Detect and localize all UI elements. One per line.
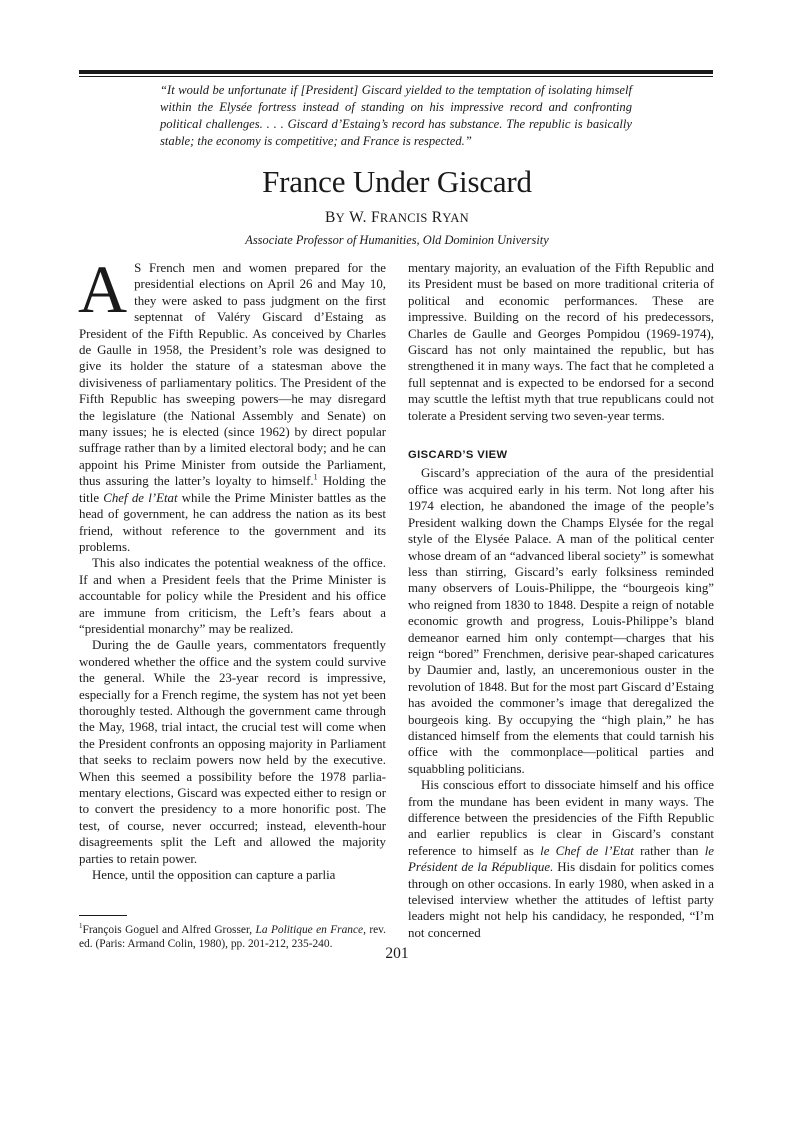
paragraph-text: rather than — [633, 843, 705, 858]
paragraph: During the de Gaulle years, commentators frequently wondered whether the office and the system could survive the general. While the 23-year record is impressive, especially for a French regime, the system has not yet been thoroughly tested. Although the government came through the May, 1968, trial intact, the crucial test will come when the President confronts an opposing majority in Parliament that seeks to reclaim powers now held by the executive. When this seemed a possibility before the 1978 parliamentary elections, Giscard was expected either to resign or to convert the presidency to a more honorific post. The test, of course, never occurred; instead, eleventh-hour disagreements split the Left and allowed the majority parties to retain power. — [79, 638, 386, 866]
drop-cap: A — [78, 251, 128, 327]
article-title: France Under Giscard — [262, 164, 532, 199]
byline-author-first: W. F — [349, 209, 380, 226]
italic-term: le Chef de l’Etat — [540, 843, 634, 858]
header-rule-thick — [79, 70, 713, 74]
paragraph — [408, 777, 714, 941]
byline-author-last-rest: YAN — [442, 211, 470, 225]
paragraph-text: S French men and women prepared for the presidential elections on April 26 and May 10, they were asked to pass judgment on the first septennat of Valéry Giscard d’Estaing as President of the Fifth Republic. As conceived by Charles de Gaulle in 1958, the President’s role was designed to give its holder the stature of a statesman above the divisiveness of parliamentary politics. The President of the Fifth Republic has sweeping powers—he may disregard the legislature (the National Assembly and Senate) on many issues; he is elected (since 1962) by direct popular suffrage rather than by a limited electoral body; and he can appoint his Prime Minister from outside the Parliament, thus assuring the latter’s loyalty to himself. — [79, 261, 386, 489]
author-affiliation: Associate Professor of Humanities, Old Dominion University — [245, 233, 549, 247]
byline-by-initial: B — [324, 209, 336, 226]
paragraph: mentary majority, an evaluation of the Fifth Republic and its President must be based on more traditional criteria of political and economic performances. These are impressive. Building on the record of his predecessors, Charles de Gaulle and Georges Pompidou (1969-1974), Giscard has not only maintained the republic, but has strengthened it in many ways. The fact that he completed a full septennat and is expected to be endorsed for a second may scuttle the leftist myth that true republicans could not tolerate a President serving two seven-year terms. — [408, 261, 714, 423]
footnote-italic-title: La Politique en France, — [255, 924, 366, 936]
paragraph: Hence, until the opposition can capture a parlia — [92, 868, 336, 883]
epigraph-quote: “It would be unfortunate if [President] Giscard yielded to the temptation of isolating himself within the Elysée fortress instead of standing on his impressive record and confronting political challenges. . . . Giscard d’Estaing’s record has substance. The republic is basically stable; the economy is competitive; and France is respected.” — [160, 83, 632, 148]
footnote-rule — [79, 915, 127, 916]
page-number: 201 — [385, 945, 409, 962]
right-column — [408, 260, 714, 941]
paragraph — [78, 251, 387, 555]
footnote-mark: 1 — [79, 922, 83, 931]
paragraph-text: Holding the title — [79, 474, 387, 505]
paragraph: This also indicates the potential weakness of the office. If and when a President feels that the Prime Minister is accountable for policy while the President and his office are immune from criticism, the Left’s fears about a “presidential monarchy” may be realized. — [79, 556, 386, 636]
byline-author-middle: RANCIS — [379, 211, 428, 225]
section-heading: GISCARD’S VIEW — [408, 449, 508, 462]
article-byline — [0, 208, 794, 228]
footnote-text: rev. ed. (Paris: Armand Colin, 1980), pp. 201-212, 235-240. — [79, 924, 386, 951]
footnote-reference[interactable]: 1 — [313, 472, 318, 482]
left-column — [78, 251, 387, 883]
byline-author-last-initial: R — [431, 209, 443, 226]
italic-term: Chef de l’Etat — [103, 490, 178, 505]
header-rule-thin — [79, 76, 713, 77]
paragraph: Giscard’s appreciation of the aura of the presidential office was acquired early in his term. Not long after his 1974 election, he abandoned the image of the people’s President walking down the Champs Elysée for the regal style of the Elysée Palace. A man of the political center whose dream of an “advanced liberal society” is somewhat less than stirring, Giscard’s early folksiness reminded many observers of Louis-Philippe, the “bourgeois king” who reigned from 1830 to 1848. Despite a reign of notable economic growth and progress, Louis-Philippe’s bland demeanor earned him only contempt—charges that his reign “bored” Frenchmen, derisive pear-shaped caricatures by Daumier and, lastly, an unceremonious ouster in the revolution of 1848. But for the most part Giscard d’Estaing has avoided the commoner’s image that deregalized the bourgeois king. By occupying the “high plain,” he has distanced himself from the elements that could tarnish his office with the commonplace—political parties and squabbling politicians. — [408, 466, 714, 776]
paragraph-text: His conscious effort to dissociate himself and his office from the mundane has been evident in many ways. The difference between the presidencies of the Fifth Republic and earlier republics is clear in Giscard’s constant reference to himself as — [408, 778, 714, 858]
byline-by-rest: Y — [335, 211, 345, 225]
paragraph-text: while the Prime Minister battles as the head of government, he can address the nation as its best friend, without reference to the government and its problems. — [79, 490, 386, 554]
paragraph-text: His disdain for politics comes through on other occasions. In early 1980, when asked in a televised interview whether the attitudes of leftist party leaders might not help his candidacy, he responded, “I’m not concerned — [408, 860, 714, 940]
italic-term: le Président de la République. — [408, 843, 715, 875]
footnote-text: François Goguel and Alfred Grosser, — [82, 924, 256, 936]
